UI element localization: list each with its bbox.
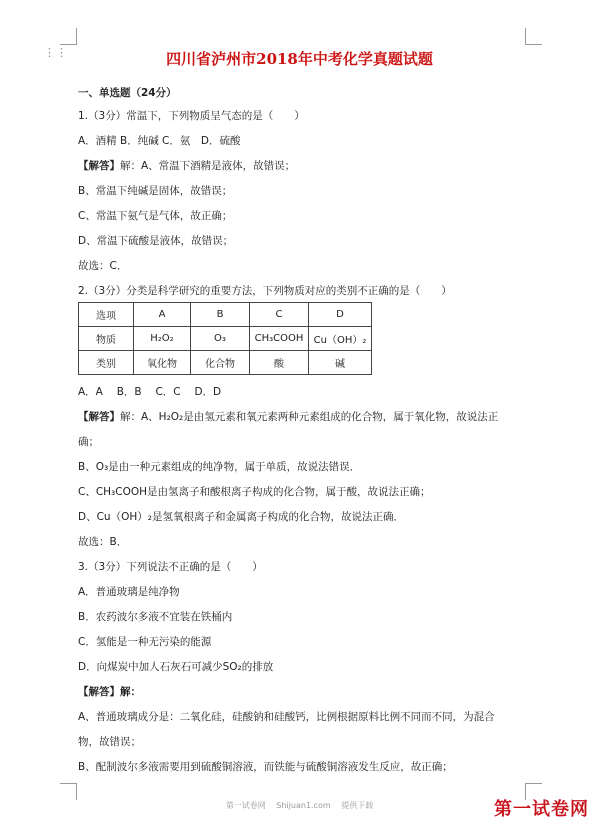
q3-option-c: C．氢能是一种无污染的能源: [78, 636, 212, 648]
q2-options: A．A B．B C．C D．D: [78, 386, 222, 398]
table-cell: 氧化物: [134, 351, 191, 375]
q2-answer-a-2: 确；: [78, 436, 99, 448]
q3-option-d: D．向煤炭中加人石灰石可减少SO₂的排放: [78, 661, 274, 673]
table-cell: Cu（OH）₂: [309, 327, 372, 351]
site-watermark: 第一试卷网: [494, 799, 589, 820]
table-cell: 化合物: [191, 351, 250, 375]
q2-table: [78, 302, 372, 375]
q1-options: A．酒精 B．纯碱 C．氨 D．硫酸: [78, 135, 241, 147]
page-footer: 第一试卷网 Shijuan1.com 提供下载: [225, 801, 374, 810]
q1-choice: 故选：C．: [78, 260, 128, 272]
table-cell: 物质: [79, 327, 134, 351]
q2-answer: [78, 409, 498, 424]
table-cell: D: [309, 303, 372, 327]
q3-answer-a-2: 物，故错误；: [78, 736, 141, 748]
q2-answer-a-1: 解：A、H₂O₂是由氢元素和氧元素两种元素组成的化合物，属于氧化物，故说法正: [120, 411, 499, 423]
q1-stem: 1.（3分）常温下，下列物质呈气态的是（ ）: [78, 110, 305, 122]
q3-answer-b: B、配制波尔多液需要用到硫酸铜溶液，而铁能与硫酸铜溶液发生反应，故正确；: [78, 761, 453, 773]
q1-answer-a: 解：A、常温下酒精是液体，故错误；: [120, 160, 296, 172]
q2-answer-c: C、CH₃COOH是由氢离子和酸根离子构成的化合物，属于酸，故说法正确；: [78, 486, 431, 498]
q1-answer-b: B、常温下纯碱是固体，故错误；: [78, 185, 233, 197]
answer-label: 【解答】: [78, 160, 120, 172]
table-cell: 碱: [309, 351, 372, 375]
table-row: [79, 303, 372, 327]
q2-answer-b: B、O₃是由一种元素组成的纯净物，属于单质，故说法错误．: [78, 461, 361, 473]
table-cell: 酸: [250, 351, 309, 375]
table-cell: C: [250, 303, 309, 327]
table-cell: 类别: [79, 351, 134, 375]
table-cell: A: [134, 303, 191, 327]
q3-option-a: A．普通玻璃是纯净物: [78, 586, 180, 598]
page-corner-mark: [60, 783, 77, 800]
q3-answer-a-1: A、普通玻璃成分是：二氧化硅，硅酸钠和硅酸钙，比例根据原料比例不同而不同，为混合: [78, 711, 495, 723]
table-row: [79, 351, 372, 375]
page-corner-mark: [60, 28, 77, 45]
page-corner-mark: [525, 28, 542, 45]
table-cell: 选项: [79, 303, 134, 327]
table-cell: H₂O₂: [134, 327, 191, 351]
q1-answer-c: C、常温下氨气是气体，故正确；: [78, 210, 233, 222]
q1-answer-d: D、常温下硫酸是液体，故错误；: [78, 235, 234, 247]
table-cell: CH₃COOH: [250, 327, 309, 351]
section-heading: 一、单选题（24分）: [78, 87, 177, 99]
q2-stem: 2.（3分）分类是科学研究的重要方法，下列物质对应的类别不正确的是（ ）: [78, 285, 452, 297]
answer-label: 【解答】: [78, 411, 120, 423]
q3-stem: 3.（3分）下列说法不正确的是（ ）: [78, 561, 263, 573]
q3-option-b: B．农药波尔多液不宜装在铁桶内: [78, 611, 233, 623]
table-cell: O₃: [191, 327, 250, 351]
q2-choice: 故选：B．: [78, 536, 128, 548]
drag-handle-icon[interactable]: ⋮⋮: [44, 46, 68, 59]
q3-answer-label: 【解答】解：: [78, 686, 141, 698]
q1-answer: [78, 158, 295, 173]
table-cell: B: [191, 303, 250, 327]
table-row: [79, 327, 372, 351]
q2-answer-d: D、Cu（OH）₂是氢氧根离子和金属离子构成的化合物，故说法正确．: [78, 511, 404, 523]
document-title: 四川省泸州市2018年中考化学真题试题: [166, 50, 433, 68]
